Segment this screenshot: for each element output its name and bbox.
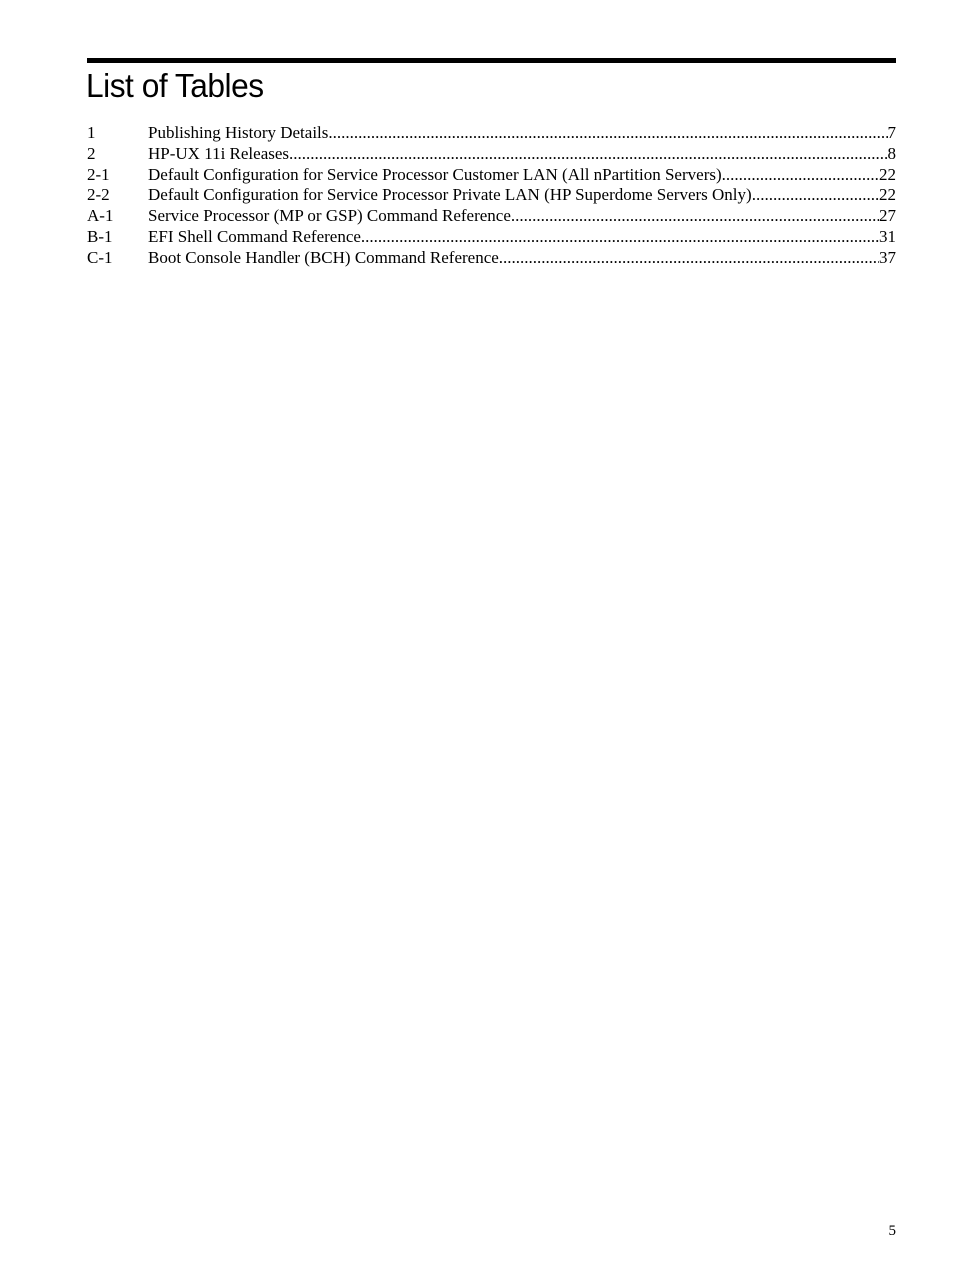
toc-entry-title[interactable]: HP-UX 11i Releases (148, 143, 290, 163)
toc-dot-leader (722, 165, 879, 186)
toc-dot-leader (328, 123, 887, 144)
toc-dot-leader (752, 185, 879, 206)
toc-entry[interactable] (87, 123, 896, 144)
toc-entry-title[interactable]: EFI Shell Command Reference (148, 226, 361, 246)
toc-dot-leader (361, 227, 879, 248)
toc-dot-leader (511, 206, 879, 227)
toc-entry-page[interactable]: 37 (879, 247, 896, 267)
toc-entry-page[interactable]: 8 (887, 143, 896, 163)
page-number: 5 (888, 1223, 896, 1239)
toc-entry-title[interactable]: Publishing History Details (148, 123, 329, 142)
toc-entry[interactable] (87, 165, 896, 186)
toc-entry[interactable] (87, 227, 896, 248)
toc-entry-number: B-1 (87, 226, 113, 246)
toc-dot-leader (289, 144, 887, 165)
page-title: List of Tables (86, 67, 264, 104)
toc-entry-page[interactable]: 22 (879, 185, 896, 205)
toc-entry-title[interactable]: Default Configuration for Service Processor Private LAN (HP Superdome Servers Only) (148, 185, 752, 205)
toc-entry-page[interactable]: 7 (887, 123, 896, 142)
toc-entry-page[interactable]: 22 (879, 164, 896, 184)
toc-entry-number: 2 (87, 143, 96, 163)
toc-entry-title[interactable]: Default Configuration for Service Processor Customer LAN (All nPartition Servers) (148, 164, 722, 184)
toc-entry-title[interactable]: Boot Console Handler (BCH) Command Reference (148, 247, 499, 267)
toc-entry-number: 2-2 (87, 185, 110, 205)
title-rule (87, 58, 896, 63)
list-of-tables (87, 123, 896, 269)
toc-entry-number: 1 (87, 123, 96, 142)
toc-entry[interactable] (87, 185, 896, 206)
toc-entry-page[interactable]: 27 (879, 206, 896, 226)
toc-dot-leader (499, 248, 879, 269)
toc-entry[interactable] (87, 206, 896, 227)
toc-entry-number: 2-1 (87, 164, 110, 184)
toc-entry[interactable] (87, 144, 896, 165)
toc-entry-number: A-1 (87, 206, 114, 226)
toc-entry-title[interactable]: Service Processor (MP or GSP) Command Reference (148, 206, 511, 226)
toc-entry-number: C-1 (87, 247, 113, 267)
toc-entry-page[interactable]: 31 (879, 226, 896, 246)
toc-entry[interactable] (87, 248, 896, 269)
